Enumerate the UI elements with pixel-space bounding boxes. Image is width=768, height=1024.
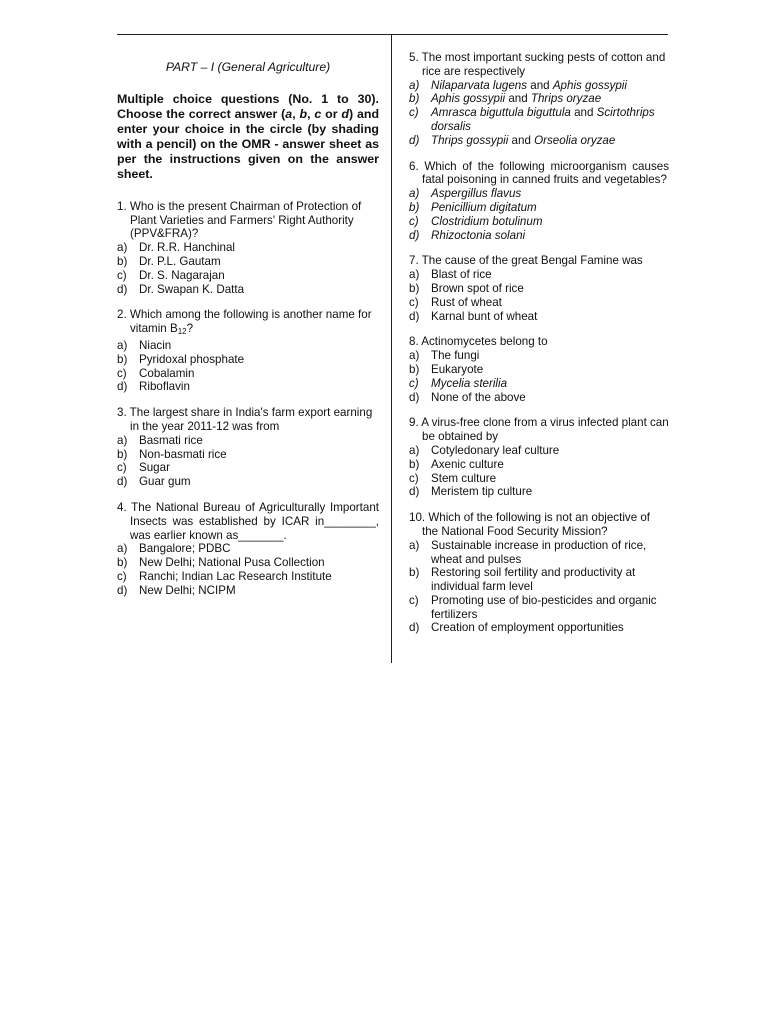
- species-name: Thrips gossypii: [431, 133, 509, 147]
- option-text: Karnal bunt of wheat: [431, 309, 538, 323]
- question-2: [117, 308, 379, 394]
- question-3: [117, 406, 379, 489]
- option-b: [117, 556, 379, 570]
- option-letter: c): [117, 268, 127, 282]
- option-text: Blast of rice: [431, 268, 492, 282]
- option-c: [409, 106, 669, 134]
- option-text: Basmati rice: [139, 433, 203, 447]
- part-title: PART – I (General Agriculture): [165, 60, 331, 74]
- conjunction: and: [527, 78, 553, 92]
- option-d: [409, 134, 669, 148]
- question-8: [409, 335, 669, 404]
- option-text: Stem culture: [431, 471, 497, 485]
- option-b: [409, 92, 669, 106]
- option-text: Ranchi; Indian Lac Research Institute: [139, 569, 332, 583]
- right-column: [409, 51, 669, 647]
- instructions-sep: ,: [307, 106, 315, 121]
- option-c: [117, 461, 379, 475]
- option-text: Bangalore; PDBC: [139, 542, 231, 556]
- question-text: 5. The most important sucking pests of cotton and rice are respectively: [409, 51, 666, 78]
- option-text: [431, 79, 669, 93]
- species-name: Amrasca biguttula biguttula: [431, 106, 571, 120]
- instructions-a: a: [285, 106, 293, 121]
- option-letter: d): [409, 485, 420, 499]
- option-a: [409, 79, 669, 93]
- option-letter: c): [409, 593, 419, 607]
- option-c: [117, 367, 379, 381]
- option-letter: a): [409, 538, 420, 552]
- option-a: [117, 339, 379, 353]
- option-letter: d): [409, 228, 420, 242]
- question-9: [409, 416, 669, 499]
- left-column: [117, 61, 379, 610]
- instructions-b: b: [299, 106, 308, 121]
- option-d: [409, 485, 669, 499]
- option-letter: b): [409, 92, 420, 106]
- option-a: [117, 241, 379, 255]
- option-letter: d): [117, 475, 128, 489]
- option-a: [409, 268, 669, 282]
- option-text: Cotyledonary leaf culture: [431, 443, 560, 457]
- option-letter: b): [117, 556, 128, 570]
- option-text: Axenic culture: [431, 457, 504, 471]
- option-letter: a): [409, 78, 420, 92]
- option-d: [117, 380, 379, 394]
- option-letter: b): [409, 362, 420, 376]
- option-text: Cobalamin: [139, 366, 195, 380]
- option-a: [117, 434, 379, 448]
- species-name: Nilaparvata lugens: [431, 78, 528, 92]
- subscript: 12: [177, 327, 187, 337]
- instructions: [117, 92, 379, 182]
- question-text: 3. The largest share in India's farm export earning in the year 2011-12 was from: [117, 406, 373, 433]
- option-text: Pyridoxal phosphate: [139, 352, 245, 366]
- option-letter: a): [117, 542, 128, 556]
- option-text: Dr. Swapan K. Datta: [139, 282, 245, 296]
- question-text: 4. The National Bureau of Agriculturally Important Insects was established by ICAR in________, was earlier known as_______.: [117, 500, 379, 542]
- instructions-text: Multiple choice questions (No. 1 to 30). Choose the correct answer (: [117, 91, 379, 121]
- option-text: Dr. P.L. Gautam: [139, 254, 221, 268]
- instructions-d: d: [341, 106, 349, 121]
- option-c: [409, 215, 669, 229]
- option-text: New Delhi; National Pusa Collection: [139, 556, 325, 570]
- option-a: [117, 542, 379, 556]
- option-text: The fungi: [431, 349, 480, 363]
- option-text: Meristem tip culture: [431, 485, 533, 499]
- option-text: Rust of wheat: [431, 295, 502, 309]
- question-7: [409, 254, 669, 323]
- conjunction: and: [505, 92, 531, 106]
- option-letter: a): [409, 268, 420, 282]
- option-text: Riboflavin: [139, 380, 190, 394]
- question-text: 10. Which of the following is not an objective of the National Food Security Mission?: [409, 511, 651, 538]
- option-letter: d): [409, 621, 420, 635]
- option-b: [117, 353, 379, 367]
- option-b: [117, 255, 379, 269]
- instructions-c: c: [314, 106, 322, 121]
- option-letter: a): [409, 443, 420, 457]
- option-text: Creation of employment opportunities: [431, 621, 624, 635]
- option-letter: d): [409, 309, 420, 323]
- option-text: Clostridium botulinum: [431, 214, 543, 228]
- question-text: [117, 308, 379, 339]
- option-letter: b): [409, 457, 420, 471]
- option-d: [409, 310, 669, 324]
- option-b: [409, 282, 669, 296]
- option-a: [409, 187, 669, 201]
- option-letter: c): [409, 295, 419, 309]
- species-name: Scirtothrips dorsalis: [431, 106, 655, 133]
- option-d: [409, 229, 669, 243]
- option-d: [409, 621, 669, 635]
- option-letter: c): [409, 214, 419, 228]
- option-text: [431, 134, 669, 148]
- option-letter: b): [409, 281, 420, 295]
- option-c: [117, 269, 379, 283]
- option-c: [409, 472, 669, 486]
- option-text: Dr. S. Nagarajan: [139, 268, 225, 282]
- option-text: Dr. R.R. Hanchinal: [139, 241, 236, 255]
- option-text: Restoring soil fertility and productivity at individual farm level: [431, 566, 636, 594]
- option-letter: a): [117, 338, 128, 352]
- option-letter: b): [409, 566, 420, 580]
- option-c: [409, 594, 669, 622]
- option-letter: a): [117, 433, 128, 447]
- instructions-or: or: [321, 106, 342, 121]
- option-text: New Delhi; NCIPM: [139, 583, 236, 597]
- option-letter: c): [117, 569, 127, 583]
- option-b: [409, 566, 669, 594]
- option-text: Mycelia sterilia: [431, 376, 508, 390]
- option-text: Rhizoctonia solani: [431, 228, 526, 242]
- option-letter: c): [409, 376, 419, 390]
- option-letter: d): [117, 282, 128, 296]
- conjunction: and: [508, 133, 535, 147]
- option-letter: a): [409, 187, 420, 201]
- option-text: Penicillium digitatum: [431, 200, 537, 214]
- option-letter: c): [409, 106, 419, 120]
- option-d: [117, 584, 379, 598]
- question-6: [409, 160, 669, 243]
- column-divider: [391, 34, 392, 663]
- option-b: [409, 458, 669, 472]
- option-letter: d): [409, 390, 420, 404]
- option-text: Niacin: [139, 338, 172, 352]
- question-5: [409, 51, 669, 148]
- option-text: Guar gum: [139, 475, 191, 489]
- option-a: [409, 349, 669, 363]
- option-a: [409, 444, 669, 458]
- option-letter: d): [117, 583, 128, 597]
- option-text: Promoting use of bio-pesticides and organic fertilizers: [431, 593, 657, 621]
- option-d: [409, 391, 669, 405]
- option-letter: c): [117, 461, 127, 475]
- species-name: Aphis gossypii: [431, 92, 506, 106]
- question-text: 9. A virus-free clone from a virus infected plant can be obtained by: [409, 416, 669, 444]
- species-name: Aphis gossypii: [552, 78, 627, 92]
- species-name: Thrips oryzae: [530, 92, 602, 106]
- option-c: [117, 570, 379, 584]
- option-d: [117, 475, 379, 489]
- question-text: 8. Actinomycetes belong to: [409, 335, 548, 349]
- option-text: [431, 106, 669, 134]
- option-letter: d): [117, 380, 128, 394]
- option-text: [431, 92, 669, 106]
- question-4: [117, 501, 379, 598]
- top-rule: [117, 34, 668, 35]
- option-text: Aspergillus flavus: [431, 187, 522, 201]
- option-b: [409, 201, 669, 215]
- question-text-part: 2. Which among the following is another name for vitamin B: [117, 308, 372, 336]
- option-b: [409, 363, 669, 377]
- option-letter: c): [409, 471, 419, 485]
- option-letter: b): [117, 352, 128, 366]
- question-1: [117, 200, 379, 297]
- option-letter: b): [117, 254, 128, 268]
- option-text: Brown spot of rice: [431, 281, 524, 295]
- option-text: Non-basmati rice: [139, 447, 227, 461]
- option-text: Sugar: [139, 461, 170, 475]
- option-c: [409, 377, 669, 391]
- option-letter: a): [409, 349, 420, 363]
- option-text: Sustainable increase in production of rice, wheat and pulses: [431, 538, 647, 566]
- instructions-sep: ,: [292, 106, 300, 121]
- option-letter: b): [117, 447, 128, 461]
- conjunction: and: [570, 106, 597, 120]
- option-text: Eukaryote: [431, 362, 484, 376]
- species-name: Orseolia oryzae: [534, 133, 616, 147]
- option-letter: a): [117, 241, 128, 255]
- option-letter: c): [117, 366, 127, 380]
- question-10: [409, 511, 669, 635]
- question-text: 1. Who is the present Chairman of Protection of Plant Varieties and Farmers' Right Authority (PPV&FRA)?: [117, 199, 362, 241]
- option-c: [409, 296, 669, 310]
- question-text: 7. The cause of the great Bengal Famine was: [409, 254, 643, 268]
- option-text: None of the above: [431, 390, 526, 404]
- option-b: [117, 448, 379, 462]
- option-d: [117, 283, 379, 297]
- option-a: [409, 539, 669, 567]
- option-letter: d): [409, 133, 420, 147]
- option-letter: b): [409, 200, 420, 214]
- question-text: 6. Which of the following microorganism causes fatal poisoning in canned fruits and vegetables?: [409, 159, 669, 187]
- question-text-part: ?: [186, 322, 194, 336]
- instructions-text: ) and enter your choice in the circle (by shading with a pencil) on the OMR - answer sheet as per the instructions given on the answer sheet.: [117, 106, 380, 181]
